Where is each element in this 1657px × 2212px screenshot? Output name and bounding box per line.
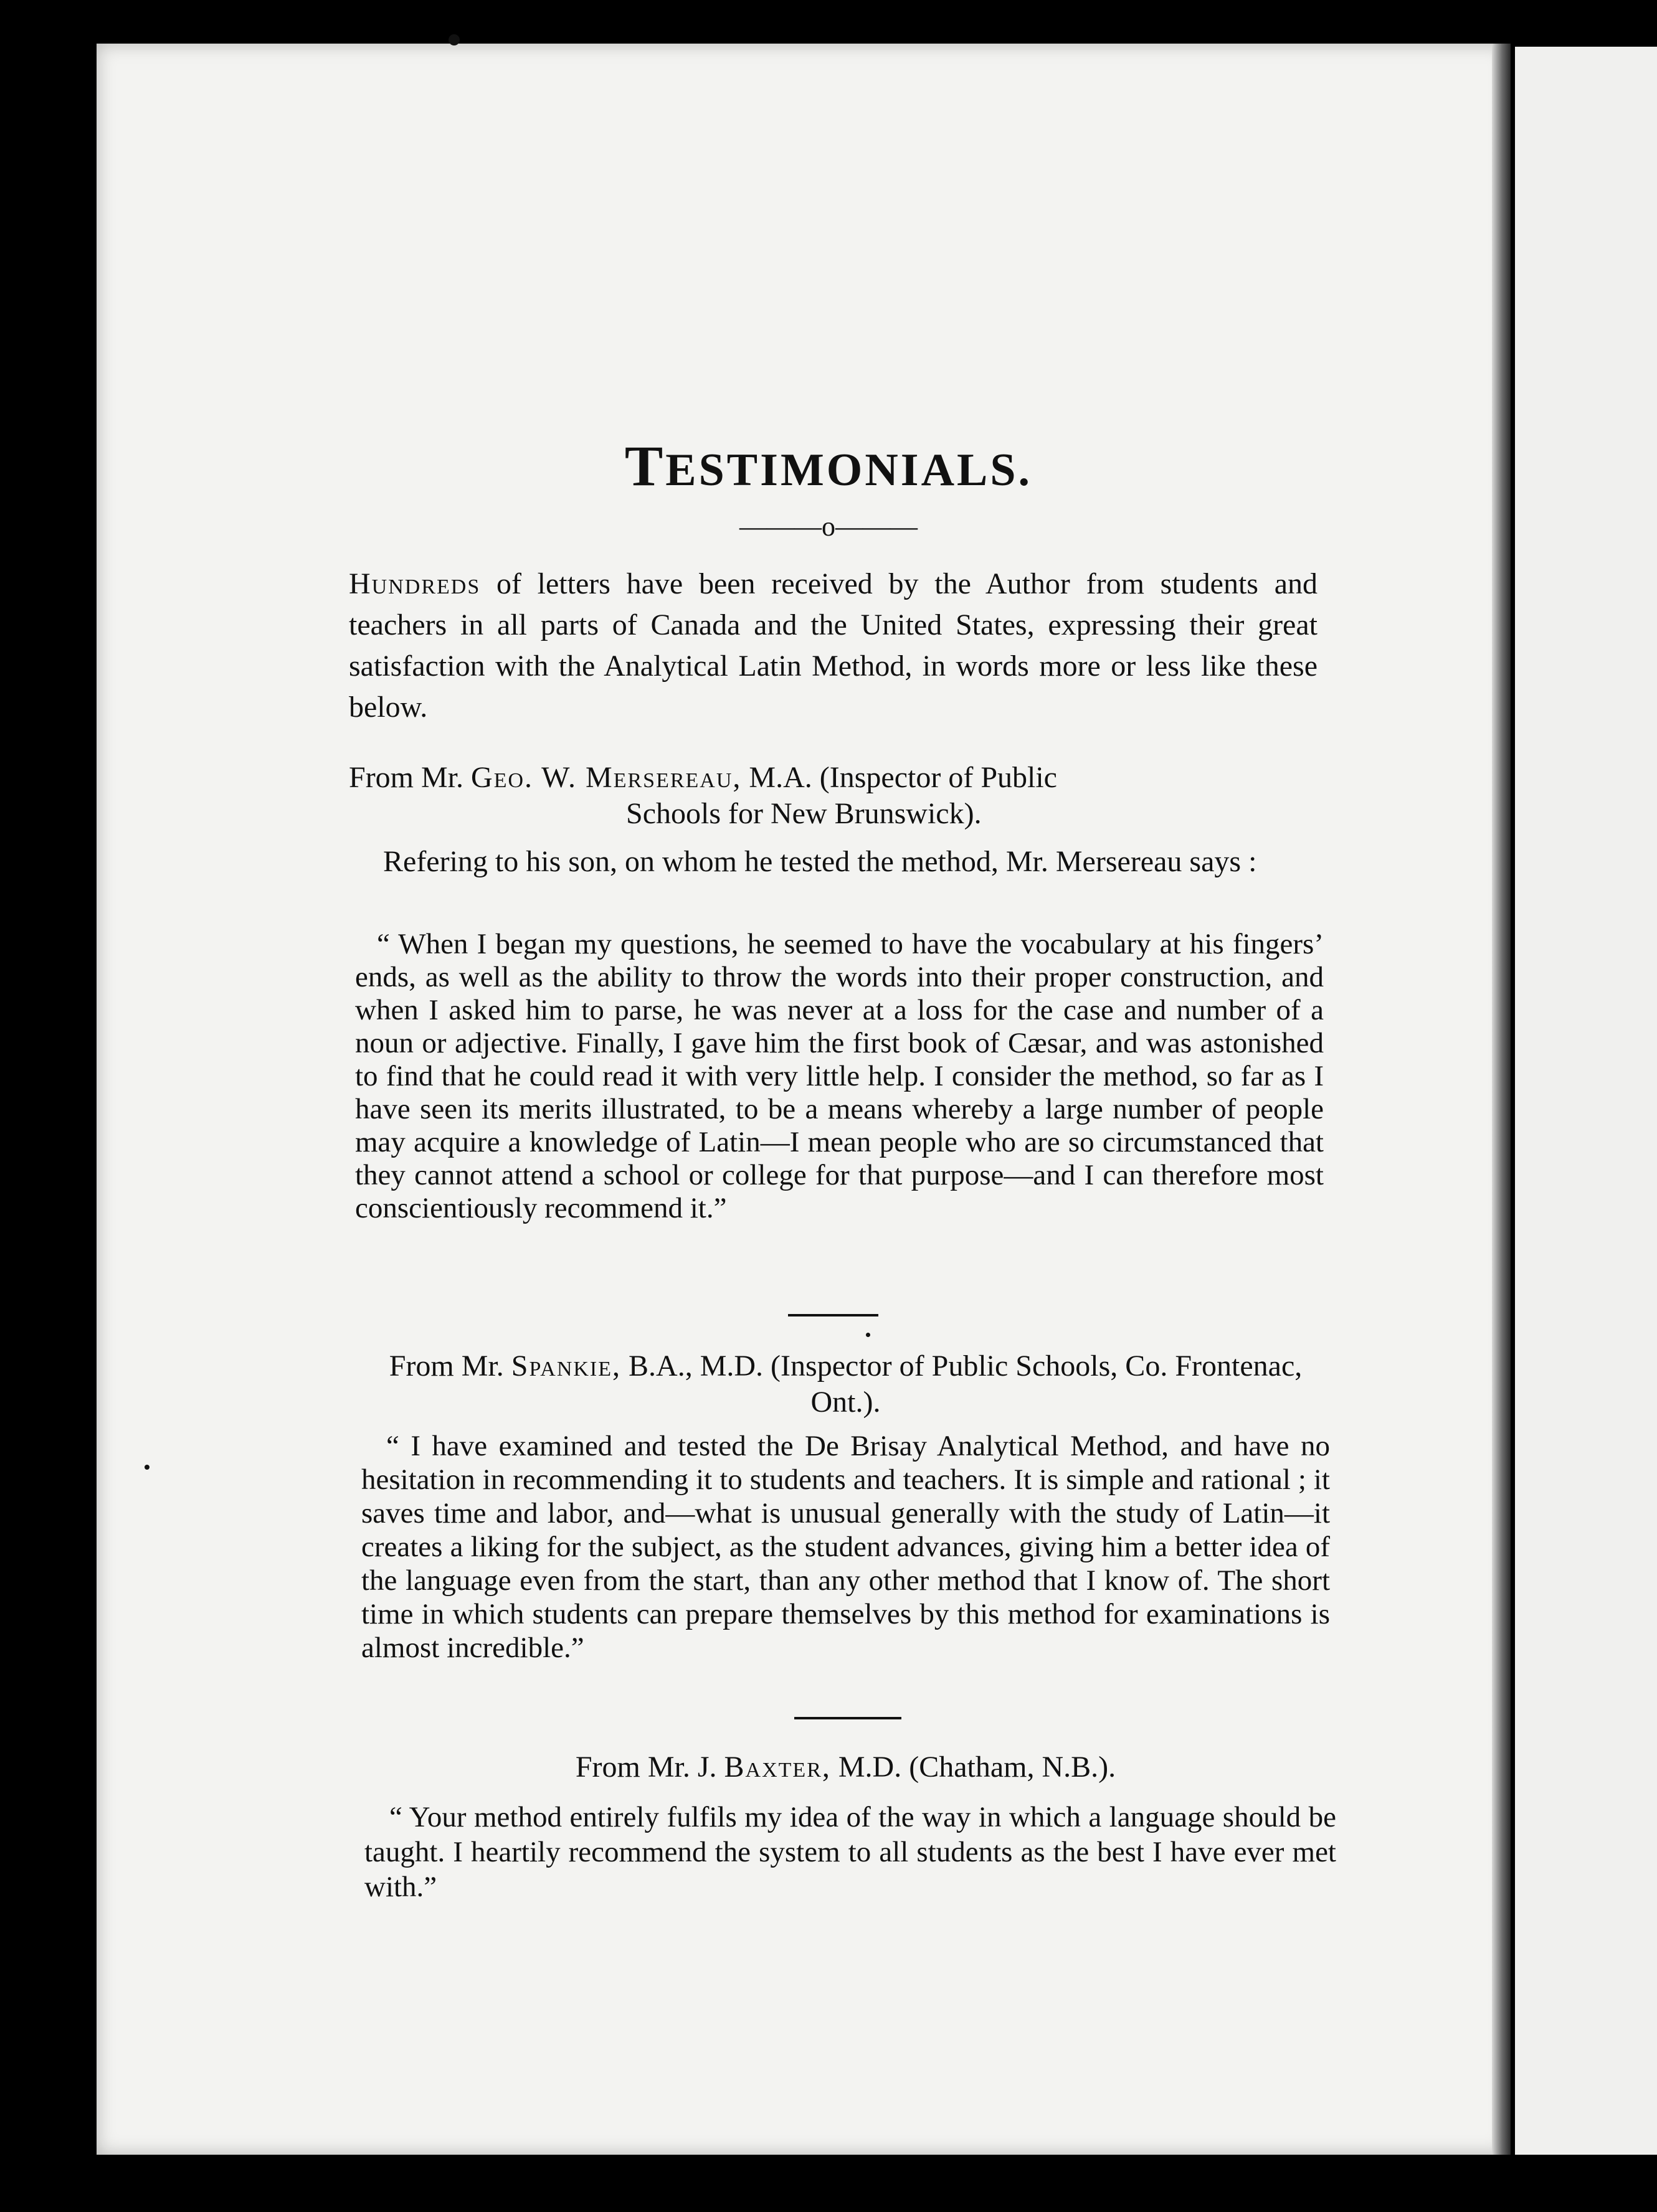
page-title (0, 433, 1657, 499)
testimonial-3-credentials: M.D. (Chatham, N.B.). (830, 1751, 1116, 1784)
testimonial-1-name: Geo. W. Mersereau, (471, 761, 742, 794)
section-divider (794, 1717, 901, 1719)
testimonial-3-prefix: From Mr. J. (575, 1751, 717, 1784)
scan-speck (449, 34, 460, 45)
intro-lead-word: Hundreds (349, 567, 481, 600)
adjacent-page-edge (1515, 47, 1657, 2155)
testimonial-2-prefix: From Mr. (389, 1349, 504, 1382)
testimonial-1-heading (349, 760, 1318, 832)
testimonial-3-heading (361, 1750, 1330, 1784)
testimonial-3-quote: “ Your method entirely fulfils my idea of the way in which a language should be taught. I heartily recommend the system to all students as the best I have ever met with.” (364, 1801, 1336, 1903)
page-spine-shadow (1492, 44, 1511, 2155)
testimonial-1-credentials-cont: Schools for New Brunswick). (626, 797, 982, 830)
testimonial-2-credentials: B.A., M.D. (Inspector of Public Schools, Co. Frontenac, Ont.). (621, 1349, 1303, 1419)
title-ornament: ———o——— (739, 511, 918, 542)
testimonial-2-name: Spankie, (511, 1349, 622, 1382)
testimonial-2-quote: “ I have examined and tested the De Brisay Analytical Method, and have no hesitation in recommending it to students and teachers. It is simple and rational ; it saves time and labor, and—what is unusual generally with the study of Latin—it creates a liking for the subject, as the student advances, giving him a better idea of the language even from the start, than any other method that I know of. The short time in which students can prepare themselves by this method for examinations is almost incredible.” (361, 1430, 1330, 1664)
title-initial: T (624, 434, 666, 498)
intro-paragraph (349, 564, 1318, 728)
testimonial-1-credentials: M.A. (Inspector of Public (741, 761, 1057, 794)
title-rest: ESTIMONIALS. (665, 445, 1033, 496)
scan-speck (866, 1333, 870, 1337)
scan-speck (145, 1465, 150, 1470)
testimonial-1-quote: “ When I began my questions, he seemed to have the vocabulary at his fingers’ ends, as well as the ability to throw the words into their proper construction, and when I asked him to parse, he was never at a loss for the case and number of a noun or adjective. Finally, I gave him the first book of Cæsar, and was astonished to find that he could read it with very little help. I consider the method, so far as I have seen its merits illustrated, to be a means whereby a large number of people may acquire a knowledge of Latin—I mean people who are so circumstanced that they cannot attend a school or college for that purpose—and I can therefore most conscientiously recommend it.” (355, 928, 1324, 1224)
testimonial-1-prefix: From Mr. (349, 761, 464, 794)
intro-text: of letters have been received by the Author from students and teachers in all parts of Canada and the United States, expressing their great satisfaction with the Analytical Latin Method, in words more or less like these below. (349, 567, 1318, 724)
section-divider (788, 1314, 878, 1316)
testimonial-3-name: Baxter, (724, 1751, 831, 1784)
testimonial-2-heading (361, 1348, 1330, 1420)
testimonial-1-intro: Refering to his son, on whom he tested the method, Mr. Mersereau says : (383, 845, 1257, 878)
